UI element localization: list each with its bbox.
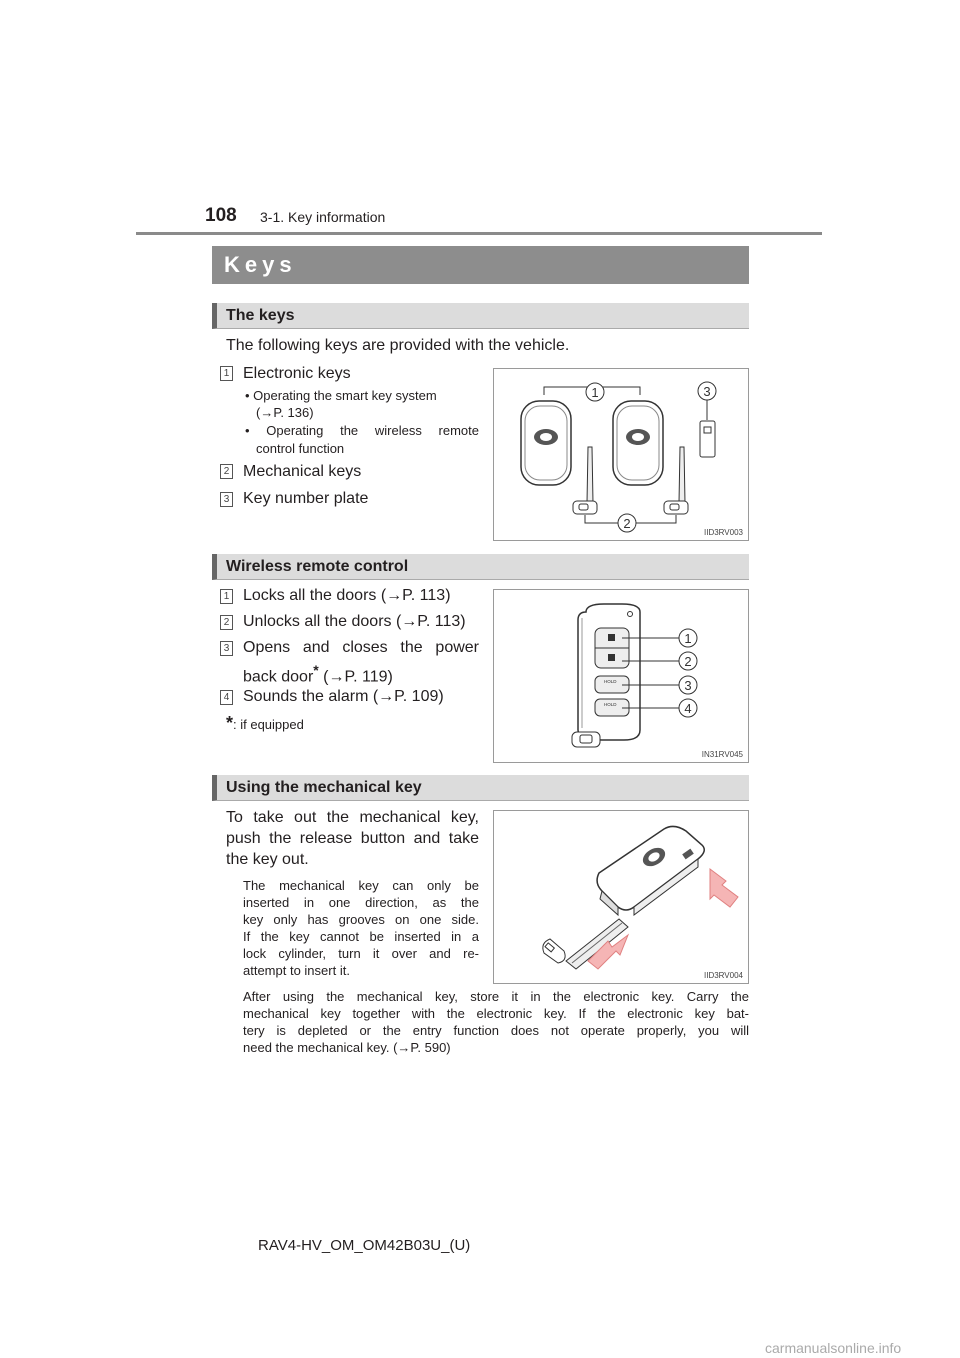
callout-1: 1 xyxy=(591,385,599,400)
note-line: If the key cannot be inserted in a xyxy=(243,929,479,944)
section-heading-remote xyxy=(212,554,749,580)
note-line: inserted in one direction, as the xyxy=(243,895,479,910)
item-number-badge: 4 xyxy=(220,690,233,705)
callout-2: 2 xyxy=(623,516,631,531)
item-label-text: (→P. 119) xyxy=(318,668,393,686)
hold-label: HOLD xyxy=(604,702,617,707)
sub-bullet: • Operating the smart key system xyxy=(245,388,437,403)
chapter-title: 3-1. Key information xyxy=(260,209,386,225)
item-label-power-door-cont xyxy=(243,662,393,686)
footnote-text: : if equipped xyxy=(233,717,304,732)
mechanical-key-illustration xyxy=(494,811,748,983)
remote-illustration xyxy=(494,590,748,762)
page-title: Keys xyxy=(224,252,297,277)
footnote xyxy=(226,713,304,734)
footnote-asterisk: * xyxy=(313,662,319,678)
section-heading-text: The keys xyxy=(226,307,295,324)
after-note-line: mechanical key together with the electronic key. If the electronic key bat- xyxy=(243,1006,749,1021)
item-label-alarm: Sounds the alarm (→P. 109) xyxy=(243,688,444,705)
section-heading-text: Using the mechanical key xyxy=(226,779,422,796)
item-label-mechanical-keys: Mechanical keys xyxy=(243,463,362,480)
sub-bullet: • Operating the wireless remote xyxy=(245,423,479,438)
item-number-badge: 2 xyxy=(220,615,233,630)
item-label-unlock: Unlocks all the doors (→P. 113) xyxy=(243,613,466,630)
item-number-badge: 1 xyxy=(220,589,233,604)
section-heading-keys xyxy=(212,303,749,329)
after-note-line: need the mechanical key. (→P. 590) xyxy=(243,1040,451,1055)
hold-label: HOLD xyxy=(604,679,617,684)
keys-illustration xyxy=(494,369,748,540)
note-line: attempt to insert it. xyxy=(243,963,350,978)
watermark[interactable]: carmanualsonline.info xyxy=(765,1340,902,1356)
note-line: The mechanical key can only be xyxy=(243,878,479,893)
document-code: RAV4-HV_OM_OM42B03U_(U) xyxy=(258,1237,471,1254)
item-label-electronic-keys: Electronic keys xyxy=(243,365,351,382)
sub-bullet: control function xyxy=(256,441,345,456)
keys-intro: The following keys are provided with the vehicle. xyxy=(226,337,570,354)
page-number: 108 xyxy=(205,205,237,226)
figure-keys xyxy=(493,368,749,541)
item-number-badge: 3 xyxy=(220,492,233,507)
section-heading-text: Wireless remote control xyxy=(226,558,409,575)
callout-3: 3 xyxy=(684,678,692,693)
callout-4: 4 xyxy=(684,701,692,716)
after-note-line: tery is depleted or the entry function does not operate properly, you will xyxy=(243,1023,749,1038)
title-bar xyxy=(212,246,749,284)
note-line: lock cylinder, turn it over and re- xyxy=(243,946,479,961)
figure-mechanical-key xyxy=(493,810,749,984)
note-line: key only has grooves on one side. xyxy=(243,912,479,927)
header-rule xyxy=(136,232,822,235)
sub-bullet: (→P. 136) xyxy=(256,405,314,420)
figure-remote xyxy=(493,589,749,763)
after-note-line: After using the mechanical key, store it in the electronic key. Carry the xyxy=(243,989,749,1004)
item-number-badge: 2 xyxy=(220,464,233,479)
item-label-key-number-plate: Key number plate xyxy=(243,490,369,507)
mechanical-text-line: push the release button and take xyxy=(226,830,479,847)
item-number-badge: 1 xyxy=(220,366,233,381)
item-number-badge: 3 xyxy=(220,641,233,656)
figure-code: IID3RV003 xyxy=(704,528,743,537)
mechanical-text-line: To take out the mechanical key, xyxy=(226,809,479,826)
callout-2: 2 xyxy=(684,654,692,669)
footnote-mark: * xyxy=(226,713,234,733)
callout-3: 3 xyxy=(703,384,711,399)
callout-1: 1 xyxy=(684,631,692,646)
item-label-lock: Locks all the doors (→P. 113) xyxy=(243,587,451,604)
mechanical-text-line: the key out. xyxy=(226,851,309,868)
item-label-power-door: Opens and closes the power xyxy=(243,639,479,656)
item-label-text: back door xyxy=(243,668,314,686)
figure-code: IN31RV045 xyxy=(701,750,743,759)
section-heading-mechanical xyxy=(212,775,749,801)
figure-code: IID3RV004 xyxy=(704,971,743,980)
